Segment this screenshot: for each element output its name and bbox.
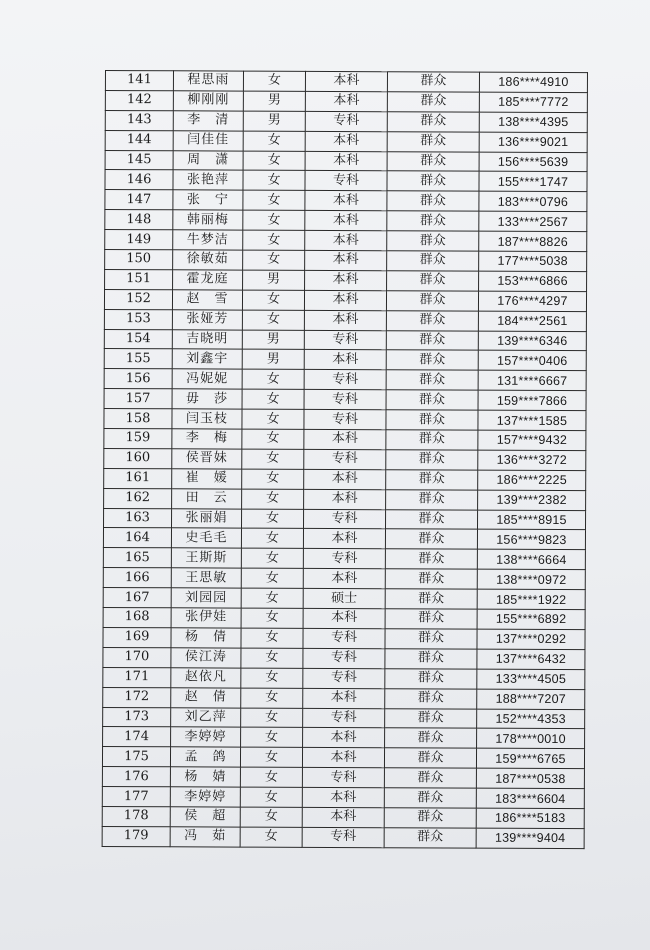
row-name: 张艳萍 [173,170,243,190]
table-row [104,329,586,351]
table-row [104,349,586,371]
row-name: 刘鑫宇 [172,349,242,369]
row-education: 本科 [302,787,384,807]
row-phone: 155****1747 [479,172,587,192]
row-education: 本科 [305,151,387,171]
row-political-status: 群众 [386,390,478,410]
row-name: 韩丽梅 [173,210,243,230]
row-name: 杨 倩 [171,628,241,648]
row-sex: 女 [240,767,302,787]
row-political-status: 群众 [384,768,476,788]
row-education: 本科 [305,230,387,250]
row-sex: 女 [241,708,303,728]
row-sex: 女 [240,827,302,847]
row-name: 王斯斯 [171,548,241,568]
table-row [104,468,586,490]
row-number: 145 [105,150,173,170]
row-political-status: 群众 [387,72,479,92]
table-row [105,90,587,112]
row-sex: 女 [243,250,305,270]
row-phone: 153****6866 [479,271,587,291]
row-education: 本科 [303,728,385,748]
row-education: 本科 [305,270,387,290]
row-education: 本科 [304,429,386,449]
row-political-status: 群众 [386,291,478,311]
row-phone: 186****4910 [479,72,587,92]
row-education: 专科 [304,390,386,410]
row-political-status: 群众 [386,330,478,350]
row-sex: 女 [243,230,305,250]
row-name: 赵 雪 [172,290,242,310]
row-education: 专科 [302,768,384,788]
row-political-status: 群众 [385,688,477,708]
row-number: 164 [103,528,171,548]
row-phone: 136****9021 [479,132,587,152]
row-number: 154 [104,329,172,349]
row-political-status: 群众 [385,589,477,609]
table-row [104,488,586,510]
row-political-status: 群众 [387,92,479,112]
table-row [104,289,586,311]
row-sex: 女 [243,151,305,171]
row-number: 172 [103,687,171,707]
row-sex: 女 [241,608,303,628]
row-name: 张伊娃 [171,608,241,628]
table-row [105,230,587,252]
row-political-status: 群众 [385,629,477,649]
row-number: 157 [104,389,172,409]
row-political-status: 群众 [385,728,477,748]
row-number: 152 [104,289,172,309]
row-education: 本科 [304,350,386,370]
table-row [103,588,585,610]
row-number: 170 [103,647,171,667]
row-education: 本科 [304,310,386,330]
table-row [105,269,587,291]
table-row [103,548,585,570]
row-phone: 131****6667 [478,370,586,390]
row-number: 155 [104,349,172,369]
row-name: 牛梦洁 [173,230,243,250]
table-row [105,150,587,172]
row-education: 本科 [305,250,387,270]
table-row [104,369,586,391]
row-political-status: 群众 [386,410,478,430]
row-number: 168 [103,608,171,628]
row-sex: 女 [241,548,303,568]
row-education: 本科 [303,529,385,549]
row-phone: 156****9823 [477,530,585,550]
row-political-status: 群众 [386,370,478,390]
row-number: 156 [104,369,172,389]
row-name: 张 宁 [173,190,243,210]
row-phone: 139****9404 [476,828,584,848]
row-education: 专科 [303,549,385,569]
row-education: 专科 [303,509,385,529]
table-row [105,250,587,272]
table-row [104,309,586,331]
row-sex: 女 [241,628,303,648]
row-sex: 女 [241,668,303,688]
row-sex: 女 [242,469,304,489]
table-row [102,747,584,769]
row-political-status: 群众 [384,788,476,808]
roster-table [102,70,588,849]
row-number: 174 [103,727,171,747]
row-phone: 177****5038 [479,251,587,271]
row-sex: 女 [242,489,304,509]
row-phone: 133****2567 [479,211,587,231]
row-education: 专科 [304,330,386,350]
row-education: 本科 [304,489,386,509]
row-number: 149 [105,230,173,250]
row-education: 本科 [303,688,385,708]
row-name: 李 清 [173,111,243,131]
row-phone: 187****8826 [479,231,587,251]
row-number: 175 [102,747,170,767]
row-education: 专科 [305,111,387,131]
row-number: 173 [103,707,171,727]
row-sex: 女 [242,310,304,330]
row-name: 史毛毛 [171,528,241,548]
row-name: 刘乙萍 [171,707,241,727]
row-sex: 女 [241,688,303,708]
row-number: 165 [103,548,171,568]
row-name: 侯 超 [170,807,240,827]
row-number: 163 [104,508,172,528]
row-phone: 159****6765 [476,748,584,768]
row-name: 闫佳佳 [173,130,243,150]
table-row [103,707,585,729]
table-row [105,170,587,192]
row-political-status: 群众 [387,251,479,271]
row-name: 刘园园 [171,588,241,608]
row-sex: 女 [240,787,302,807]
row-education: 本科 [305,131,387,151]
row-number: 142 [105,90,173,110]
row-number: 177 [102,787,170,807]
row-education: 本科 [305,211,387,231]
table-row [104,448,586,470]
row-number: 169 [103,627,171,647]
row-education: 本科 [305,71,387,91]
row-sex: 女 [241,568,303,588]
row-name: 侯江涛 [171,648,241,668]
row-name: 吉晓明 [172,329,242,349]
row-education: 专科 [303,648,385,668]
row-phone: 139****2382 [478,490,586,510]
row-phone: 139****6346 [478,331,586,351]
row-name: 冯妮妮 [172,369,242,389]
table-row [103,568,585,590]
row-sex: 男 [243,91,305,111]
row-number: 146 [105,170,173,190]
row-phone: 185****8915 [477,510,585,530]
row-number: 162 [104,488,172,508]
row-political-status: 群众 [386,470,478,490]
row-number: 179 [102,826,170,846]
row-education: 本科 [303,569,385,589]
row-education: 专科 [303,668,385,688]
table-row [105,71,587,93]
row-phone: 178****0010 [477,729,585,749]
row-name: 冯 茹 [170,827,240,847]
row-sex: 男 [243,111,305,131]
row-political-status: 群众 [386,489,478,509]
table-row [103,667,585,689]
row-phone: 184****2561 [478,311,586,331]
row-name: 侯晋妹 [172,449,242,469]
row-sex: 女 [242,449,304,469]
row-political-status: 群众 [386,310,478,330]
row-political-status: 群众 [385,549,477,569]
row-political-status: 群众 [384,808,476,828]
row-number: 144 [105,130,173,150]
row-number: 161 [104,468,172,488]
row-sex: 女 [243,190,305,210]
row-number: 166 [103,568,171,588]
row-education: 本科 [305,191,387,211]
table-row [103,727,585,749]
row-sex: 女 [242,509,304,529]
row-political-status: 群众 [387,271,479,291]
row-number: 158 [104,409,172,429]
row-phone: 185****7772 [479,92,587,112]
table-row [103,647,585,669]
row-name: 李婷婷 [170,787,240,807]
row-name: 杨 婧 [170,767,240,787]
row-number: 176 [102,767,170,787]
row-name: 孟 鸽 [170,747,240,767]
row-sex: 女 [243,71,305,91]
row-sex: 女 [240,747,302,767]
row-education: 专科 [304,370,386,390]
row-phone: 138****6664 [477,550,585,570]
row-political-status: 群众 [385,668,477,688]
row-sex: 男 [242,330,304,350]
row-name: 崔 媛 [172,469,242,489]
row-political-status: 群众 [385,569,477,589]
row-political-status: 群众 [386,350,478,370]
row-phone: 176****4297 [478,291,586,311]
row-education: 专科 [302,827,384,847]
row-name: 田 云 [172,488,242,508]
row-political-status: 群众 [387,151,479,171]
row-education: 本科 [302,748,384,768]
row-phone: 155****6892 [477,609,585,629]
row-phone: 157****0406 [478,351,586,371]
row-number: 148 [105,210,173,230]
row-political-status: 群众 [386,430,478,450]
row-sex: 女 [241,529,303,549]
row-education: 硕士 [303,589,385,609]
row-political-status: 群众 [385,529,477,549]
row-phone: 137****1585 [478,410,586,430]
row-sex: 女 [242,290,304,310]
row-political-status: 群众 [387,211,479,231]
row-political-status: 群众 [385,708,477,728]
row-sex: 女 [241,588,303,608]
table-row [105,110,587,132]
row-political-status: 群众 [385,649,477,669]
row-education: 专科 [304,449,386,469]
row-number: 178 [102,806,170,826]
row-phone: 136****3272 [478,450,586,470]
table-row [103,627,585,649]
row-phone: 186****5183 [476,808,584,828]
row-political-status: 群众 [384,748,476,768]
row-phone: 159****7866 [478,390,586,410]
row-political-status: 群众 [385,509,477,529]
table-row [102,826,584,848]
table-row [105,130,587,152]
row-sex: 女 [242,389,304,409]
table-row [104,409,586,431]
row-phone: 188****7207 [477,689,585,709]
row-phone: 133****4505 [477,669,585,689]
row-phone: 137****0292 [477,629,585,649]
row-sex: 女 [240,807,302,827]
row-political-status: 群众 [387,112,479,132]
row-name: 柳刚刚 [173,91,243,111]
row-name: 张娅芳 [172,309,242,329]
row-education: 本科 [304,469,386,489]
row-phone: 185****1922 [477,589,585,609]
table-row [104,389,586,411]
row-name: 李 梅 [172,429,242,449]
row-education: 专科 [303,628,385,648]
row-political-status: 群众 [387,171,479,191]
row-phone: 183****6604 [476,788,584,808]
table-row [102,806,584,828]
table-row [105,210,587,232]
row-name: 王思敏 [171,568,241,588]
row-phone: 186****2225 [478,470,586,490]
row-education: 本科 [303,608,385,628]
row-sex: 女 [242,369,304,389]
row-phone: 157****9432 [478,430,586,450]
table-row [104,429,586,451]
row-sex: 女 [241,727,303,747]
row-name: 霍龙庭 [173,270,243,290]
row-political-status: 群众 [387,191,479,211]
row-phone: 156****5639 [479,152,587,172]
table-row [102,787,584,809]
row-sex: 女 [242,429,304,449]
row-number: 160 [104,448,172,468]
roster-body [102,71,587,849]
row-sex: 女 [242,409,304,429]
table-row [104,508,586,530]
row-education: 本科 [302,807,384,827]
row-name: 张丽娟 [172,508,242,528]
row-name: 徐敏茹 [173,250,243,270]
row-political-status: 群众 [385,609,477,629]
row-phone: 187****0538 [476,768,584,788]
row-number: 159 [104,429,172,449]
row-sex: 女 [243,171,305,191]
row-number: 147 [105,190,173,210]
row-number: 143 [105,110,173,130]
row-phone: 137****6432 [477,649,585,669]
table-row [103,608,585,630]
row-sex: 女 [243,210,305,230]
row-phone: 138****0972 [477,569,585,589]
table-row [103,528,585,550]
row-education: 本科 [304,290,386,310]
row-education: 本科 [305,91,387,111]
row-number: 167 [103,588,171,608]
row-name: 李婷婷 [171,727,241,747]
row-political-status: 群众 [384,828,476,848]
row-number: 150 [105,250,173,270]
row-sex: 女 [243,131,305,151]
row-number: 171 [103,667,171,687]
row-name: 赵 倩 [171,687,241,707]
row-political-status: 群众 [387,231,479,251]
row-number: 151 [105,269,173,289]
table-row [102,767,584,789]
row-education: 专科 [304,410,386,430]
row-sex: 男 [243,270,305,290]
row-sex: 男 [242,350,304,370]
row-name: 赵依凡 [171,668,241,688]
row-education: 专科 [305,171,387,191]
row-number: 153 [104,309,172,329]
table-row [105,190,587,212]
table-row [103,687,585,709]
row-political-status: 群众 [386,450,478,470]
row-phone: 138****4395 [479,112,587,132]
row-phone: 152****4353 [477,709,585,729]
row-political-status: 群众 [387,131,479,151]
row-phone: 183****0796 [479,191,587,211]
row-name: 周 潇 [173,150,243,170]
row-name: 闫玉枝 [172,409,242,429]
row-number: 141 [105,71,173,91]
row-name: 毋 莎 [172,389,242,409]
row-name: 程思雨 [173,71,243,91]
row-education: 专科 [303,708,385,728]
row-sex: 女 [241,648,303,668]
